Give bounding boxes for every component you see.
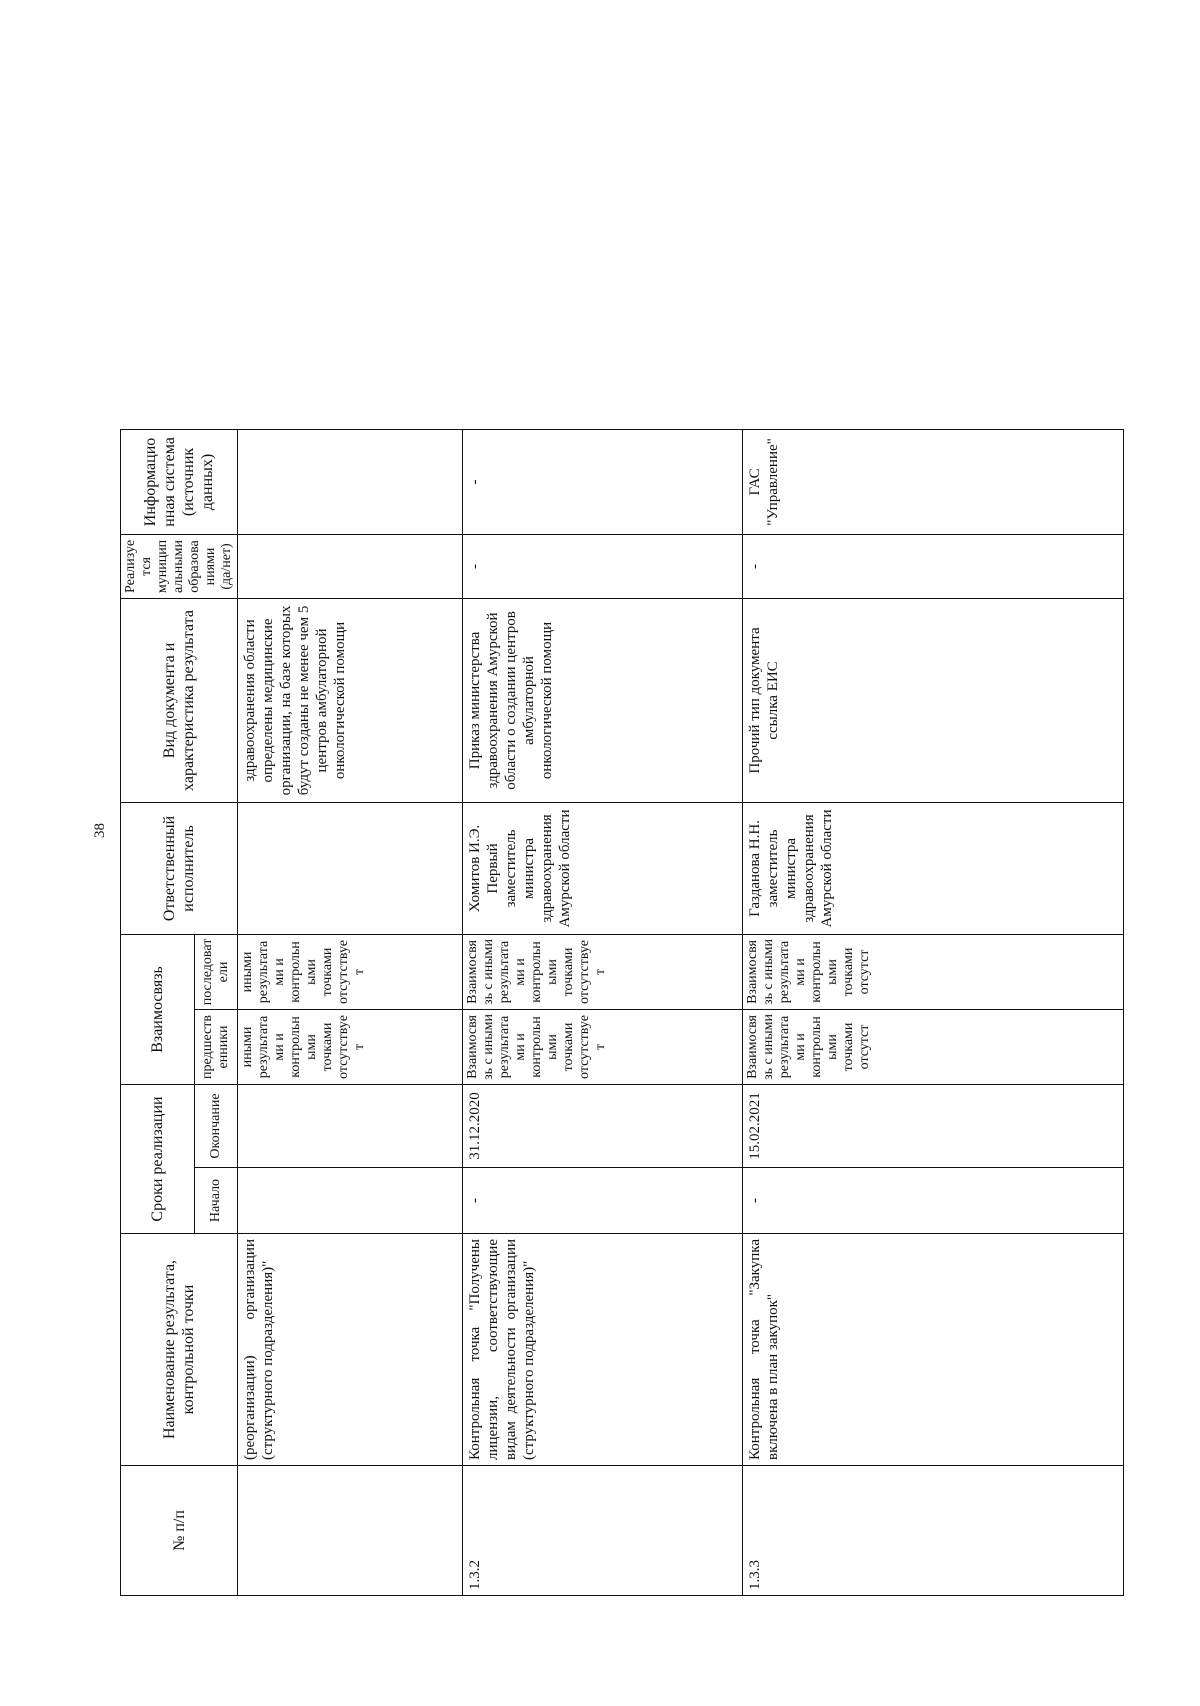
row-end: 15.02.2021: [743, 1084, 1124, 1167]
row-info-system: [238, 429, 463, 534]
header-name: Наименование результата, контрольной точки: [121, 1234, 238, 1466]
header-document: Вид документа и характеристика результата: [121, 598, 238, 802]
row-info-system: -: [463, 429, 743, 534]
row-responsible: Хомитов И.Э. Первый заместитель министра здравоохранения Амурской области: [463, 802, 743, 934]
header-row: [121, 429, 195, 1595]
header-num: № п/п: [121, 1466, 238, 1596]
row-successors: Взаимосвязь с иными результатами и контрольными точками отсутствует: [463, 934, 743, 1009]
row-responsible: [238, 802, 463, 934]
header-municipal: Реализуется муниципальными образованиями (да/нет): [121, 534, 238, 598]
row-num: 1.3.3: [743, 1466, 1124, 1596]
row-predecessors: Взаимосвязь с иными результатами и контрольными точками отсутст: [743, 1009, 1124, 1084]
results-table: [120, 429, 1124, 1596]
row-info-system: ГАС "Управление": [743, 429, 1124, 534]
header-terms: Сроки реализации: [121, 1084, 195, 1233]
table-row: [238, 429, 463, 1595]
header-successors: последователи: [195, 934, 238, 1009]
row-name: Контрольная точка "Закупка включена в план закупок": [743, 1234, 1124, 1466]
row-municipal: [238, 534, 463, 598]
row-end: 31.12.2020: [463, 1084, 743, 1167]
header-end: Окончание: [195, 1084, 238, 1167]
table-row: [743, 429, 1124, 1595]
row-name: (реорганизации) организации (структурного подразделения)": [238, 1234, 463, 1466]
page-number: 38: [92, 823, 108, 838]
header-responsible: Ответственный исполнитель: [121, 802, 238, 934]
row-document: Прочий тип документа ссылка ЕИС: [743, 598, 1124, 802]
header-relation: Взаимосвязь: [121, 934, 195, 1084]
rotated-page-content: [120, 430, 1116, 1596]
row-start: [238, 1168, 463, 1234]
row-predecessors: иными результатами и контрольными точками отсутствует: [238, 1009, 463, 1084]
row-num: 1.3.2: [463, 1466, 743, 1596]
table-row: [463, 429, 743, 1595]
row-start: -: [743, 1168, 1124, 1234]
row-start: -: [463, 1168, 743, 1234]
header-predecessors: предшественники: [195, 1009, 238, 1084]
header-start: Начало: [195, 1168, 238, 1234]
row-name: Контрольная точка "Получены лицензии, соответствующие видам деятельности организации (структурного подразделения)": [463, 1234, 743, 1466]
row-document: здравоохранения области определены медицинские организации, на базе которых будут созданы не менее чем 5 центров амбулаторной онкологической помощи: [238, 598, 463, 802]
row-municipal: -: [743, 534, 1124, 598]
row-num: [238, 1466, 463, 1596]
row-successors: Взаимосвязь с иными результатами и контрольными точками отсутст: [743, 934, 1124, 1009]
header-info-system: Информационная система (источник данных): [121, 429, 238, 534]
row-predecessors: Взаимосвязь с иными результатами и контрольными точками отсутствует: [463, 1009, 743, 1084]
row-municipal: -: [463, 534, 743, 598]
row-responsible: Газданова Н.Н. заместитель министра здравоохранения Амурской области: [743, 802, 1124, 934]
row-document: Приказ министерства здравоохранения Амурской области о создании центров амбулаторной онкологической помощи: [463, 598, 743, 802]
row-end: [238, 1084, 463, 1167]
row-successors: иными результатами и контрольными точками отсутствует: [238, 934, 463, 1009]
